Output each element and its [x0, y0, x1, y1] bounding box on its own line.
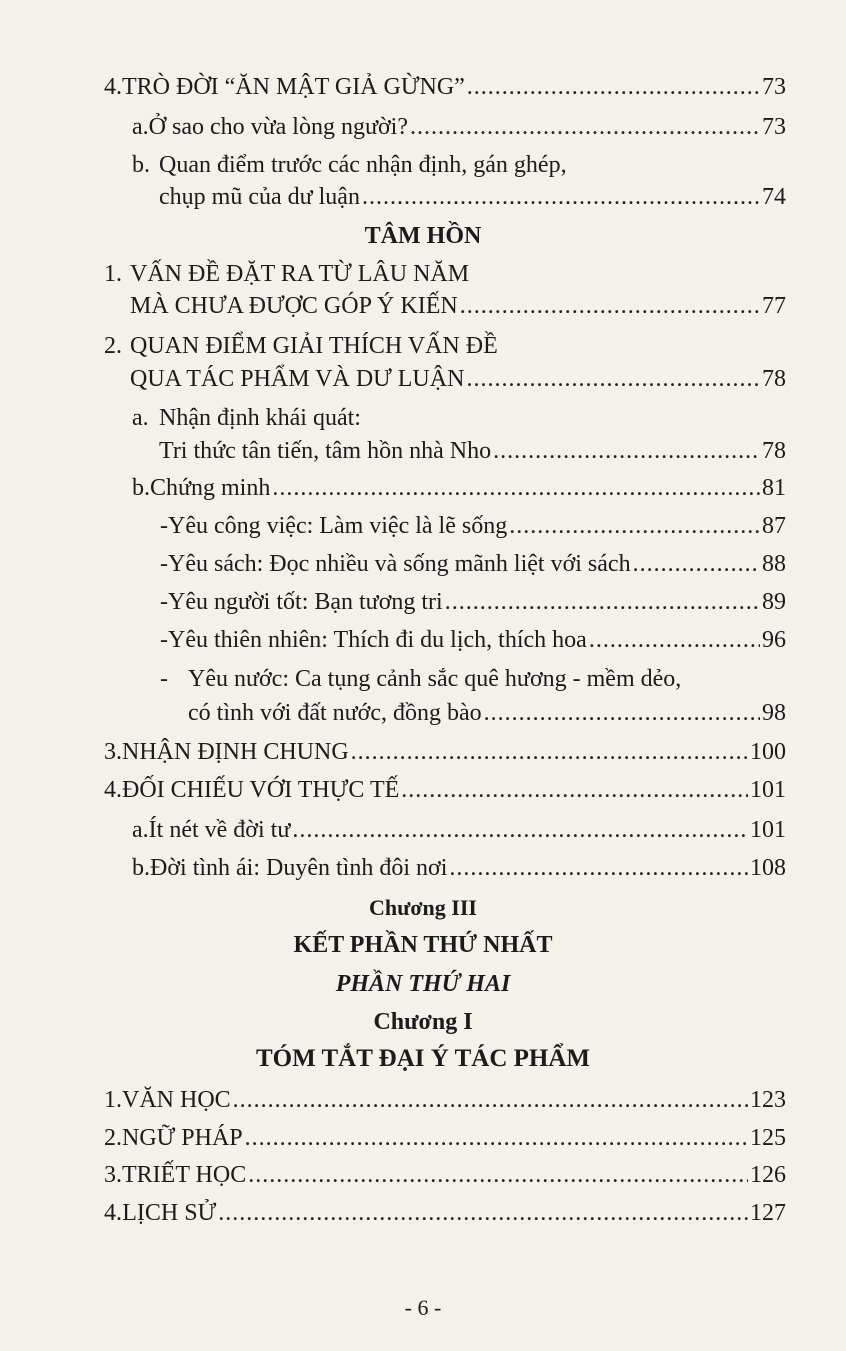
toc-entry-page: 89 — [762, 589, 786, 615]
toc-entry-number: 4. — [104, 1200, 122, 1226]
toc-entry-number: b. — [132, 855, 150, 881]
toc-entry-page: 126 — [750, 1162, 786, 1188]
toc-entry-page: 100 — [750, 739, 786, 765]
toc-entry-page: 81 — [762, 475, 786, 501]
toc-entry-page: 101 — [750, 777, 786, 803]
toc-entry-number: 2. — [104, 333, 122, 359]
toc-entry — [132, 853, 786, 883]
chapter-heading: Chương I — [373, 1009, 473, 1035]
toc-entry-title: Ở sao cho vừa lòng người? — [148, 114, 408, 140]
toc-entry-page: 87 — [762, 513, 786, 539]
toc-entry-number: a. — [132, 817, 149, 843]
dot-leader — [493, 436, 760, 466]
toc-entry — [188, 698, 786, 728]
toc-entry — [104, 737, 786, 767]
toc-entry — [104, 72, 786, 102]
toc-entry-bullet: - — [160, 589, 168, 615]
toc-entry-title-line1: VẤN ĐỀ ĐẶT RA TỪ LÂU NĂM — [130, 261, 470, 287]
dot-leader — [272, 473, 760, 503]
toc-entry-first-line — [104, 259, 786, 289]
toc-entry-title: Đời tình ái: Duyên tình đôi nơi — [150, 855, 448, 881]
dot-leader — [449, 853, 748, 883]
toc-entry-number: a. — [132, 114, 149, 140]
section-heading: TÓM TẮT ĐẠI Ý TÁC PHẨM — [255, 1045, 591, 1072]
toc-entry-title-line2: MÀ CHƯA ĐƯỢC GÓP Ý KIẾN — [130, 293, 458, 319]
toc-entry — [159, 182, 786, 212]
toc-entry-page: 74 — [762, 184, 786, 210]
dot-leader — [484, 698, 760, 728]
toc-entry — [160, 625, 786, 655]
toc-entry-first-line — [160, 664, 786, 694]
toc-entry-title: Yêu sách: Đọc nhiều và sống mãnh liệt với sách — [168, 551, 631, 577]
dot-leader — [445, 587, 760, 617]
toc-entry-page: 73 — [762, 114, 786, 140]
toc-entry-number: 3. — [104, 1162, 122, 1188]
toc-entry-page: 77 — [762, 293, 786, 319]
dot-leader — [248, 1160, 748, 1190]
toc-entry-title-line2: chụp mũ của dư luận — [159, 184, 360, 210]
toc-entry-number: 4. — [104, 74, 122, 100]
toc-entry-title: Ít nét về đời tư — [148, 817, 291, 843]
toc-entry-title: VĂN HỌC — [122, 1087, 231, 1113]
dot-leader — [460, 291, 760, 321]
toc-entry-title: NGỮ PHÁP — [122, 1125, 243, 1151]
page-number: - 6 - — [404, 1295, 442, 1320]
toc-entry-number: 4. — [104, 777, 122, 803]
toc-entry-number: b. — [132, 475, 150, 501]
toc-entry-title-line1: Nhận định khái quát: — [159, 405, 361, 431]
toc-entry-number: 1. — [104, 261, 122, 287]
toc-entry-number: a. — [132, 405, 149, 431]
toc-entry-number: 2. — [104, 1125, 122, 1151]
toc-entry-title-line1: Yêu nước: Ca tụng cảnh sắc quê hương - mềm dẻo, — [188, 666, 682, 692]
toc-entry-page: 127 — [750, 1200, 786, 1226]
toc-entry — [104, 1123, 786, 1153]
toc-entry — [130, 291, 786, 321]
toc-entry-number: 1. — [104, 1087, 122, 1113]
dot-leader — [467, 72, 760, 102]
toc-entry — [160, 587, 786, 617]
toc-entry-title: NHẬN ĐỊNH CHUNG — [122, 739, 349, 765]
dot-leader — [245, 1123, 748, 1153]
toc-entry-page: 73 — [762, 74, 786, 100]
toc-entry — [132, 815, 786, 845]
toc-entry — [104, 1198, 786, 1228]
toc-entry — [104, 1085, 786, 1115]
dot-leader — [362, 182, 760, 212]
dot-leader — [218, 1198, 748, 1228]
toc-entry-bullet: - — [160, 513, 168, 539]
chapter-heading: Chương III — [369, 895, 477, 920]
toc-entry-page: 88 — [762, 551, 786, 577]
toc-entry — [132, 473, 786, 503]
toc-entry-bullet: - — [160, 666, 168, 692]
toc-entry — [130, 364, 786, 394]
dot-leader — [401, 775, 748, 805]
toc-entry — [132, 112, 786, 142]
toc-entry-page: 101 — [750, 817, 786, 843]
toc-entry-first-line — [104, 331, 786, 361]
toc-entry — [160, 549, 786, 579]
dot-leader — [633, 549, 760, 579]
part-heading: PHẦN THỨ HAI — [335, 971, 511, 997]
toc-entry-page: 78 — [762, 438, 786, 464]
dot-leader — [410, 112, 760, 142]
toc-entry — [160, 511, 786, 541]
toc-entry-page: 98 — [762, 700, 786, 726]
toc-entry-title: Chứng minh — [150, 475, 271, 501]
toc-entry-title-line1: QUAN ĐIỂM GIẢI THÍCH VẤN ĐỀ — [130, 333, 498, 359]
toc-entry-bullet: - — [160, 551, 168, 577]
toc-entry-title: TRIẾT HỌC — [122, 1162, 247, 1188]
toc-entry — [104, 775, 786, 805]
toc-entry-page: 108 — [750, 855, 786, 881]
toc-entry-title: Yêu công việc: Làm việc là lẽ sống — [168, 513, 508, 539]
toc-entry-title: TRÒ ĐỜI “ĂN MẬT GIẢ GỪNG” — [122, 74, 465, 100]
section-heading: TÂM HỒN — [364, 223, 482, 249]
toc-entry-title-line1: Quan điểm trước các nhận định, gán ghép, — [159, 152, 567, 178]
toc-entry-title-line2: có tình với đất nước, đồng bào — [188, 700, 482, 726]
dot-leader — [233, 1085, 748, 1115]
toc-entry-page: 78 — [762, 366, 786, 392]
dot-leader — [292, 815, 748, 845]
toc-entry — [104, 1160, 786, 1190]
part-heading: KẾT PHẦN THỨ NHẤT — [293, 932, 553, 958]
toc-entry-title: Yêu thiên nhiên: Thích đi du lịch, thích hoa — [168, 627, 587, 653]
dot-leader — [466, 364, 760, 394]
toc-entry-title: LỊCH SỬ — [122, 1200, 217, 1226]
toc-entry — [159, 436, 786, 466]
dot-leader — [351, 737, 748, 767]
toc-entry-number: b. — [132, 152, 150, 178]
toc-entry-title-line2: QUA TÁC PHẨM VÀ DƯ LUẬN — [130, 366, 465, 392]
toc-entry-first-line — [132, 150, 786, 180]
toc-entry-first-line — [132, 403, 786, 433]
dot-leader — [509, 511, 760, 541]
toc-entry-page: 125 — [750, 1125, 786, 1151]
toc-entry-title: ĐỐI CHIẾU VỚI THỰC TẾ — [122, 777, 400, 803]
dot-leader — [589, 625, 760, 655]
toc-entry-title: Yêu người tốt: Bạn tương tri — [168, 589, 443, 615]
toc-entry-bullet: - — [160, 627, 168, 653]
toc-entry-page: 96 — [762, 627, 786, 653]
toc-entry-page: 123 — [750, 1087, 786, 1113]
toc-entry-title-line2: Tri thức tân tiến, tâm hồn nhà Nho — [159, 438, 492, 464]
toc-entry-number: 3. — [104, 739, 122, 765]
